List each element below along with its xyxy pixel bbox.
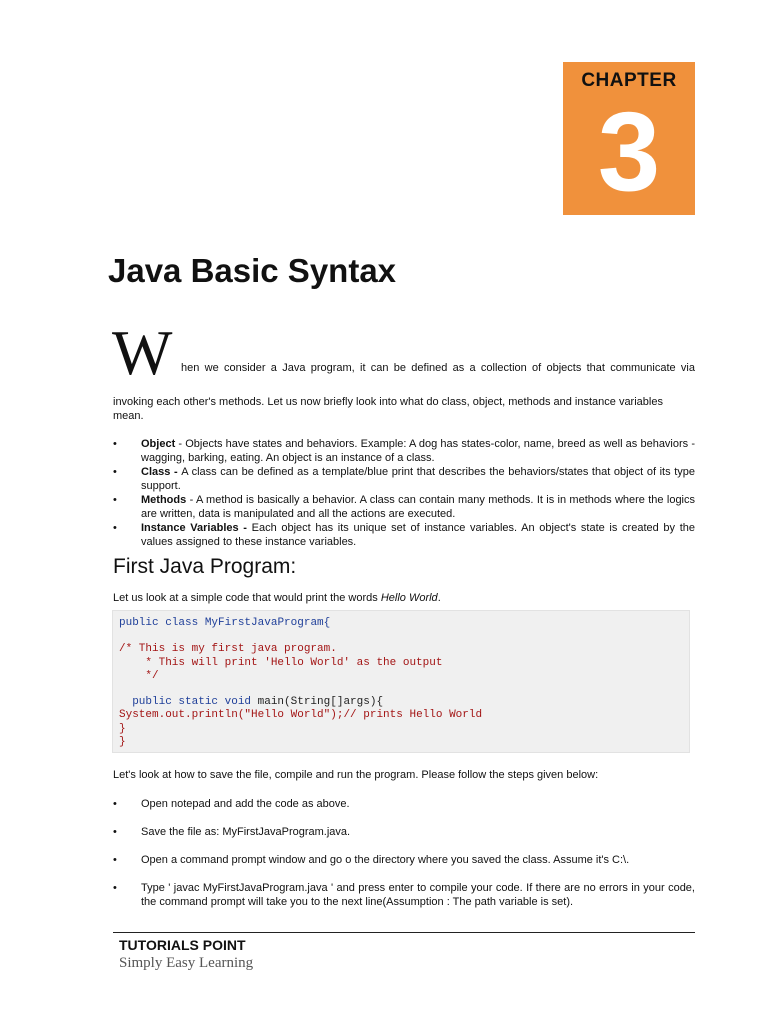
code-comment: /* This is my first java program. (119, 643, 337, 656)
code-keyword: public static void (119, 696, 258, 709)
code-class-name: MyFirstJavaProgram{ (204, 617, 331, 629)
bullet: • (113, 826, 117, 838)
bullet: • (113, 798, 117, 810)
definition-list (113, 437, 695, 549)
bullet: • (113, 882, 117, 894)
section-lead (113, 591, 695, 605)
code-keyword: public class (119, 617, 205, 629)
code-line-blank (119, 630, 689, 643)
term-label: Class - (141, 466, 182, 478)
section-heading: First Java Program: (113, 555, 297, 578)
list-item (113, 493, 695, 521)
code-brace: } (119, 735, 126, 748)
drop-cap: W (112, 317, 173, 388)
intro-first-line: hen we consider a Java program, it can be defined as a collection of objects that communicate via (181, 362, 695, 374)
step-text: Type ' javac MyFirstJavaProgram.java ' and press enter to compile your code. If there are no errors in your code, the command prompt will take you to the next line(Assumption : The path variable is set). (141, 882, 695, 908)
steps-intro: Let's look at how to save the file, compile and run the program. Please follow the steps given below: (113, 769, 599, 781)
term-separator: - (175, 438, 186, 450)
term-label: Object (141, 438, 176, 450)
step-text: Open a command prompt window and go o the directory where you saved the class. Assume it's C:\. (141, 854, 630, 866)
term-text: Objects have states and behaviors. Example: A dog has states-color, name, breed as well as behaviors -wagging, barking, eating. An object is an instance of a class. (141, 438, 695, 464)
term-label: Methods (141, 494, 187, 506)
code-call: System.out.println( (119, 709, 245, 722)
chapter-label: CHAPTER (581, 70, 677, 91)
code-string: "Hello World" (244, 709, 331, 722)
chapter-badge (563, 62, 695, 215)
code-line-blank (119, 683, 689, 696)
list-item (113, 437, 695, 465)
bullet: • (113, 466, 117, 478)
code-comment: );// prints Hello World (330, 709, 483, 722)
code-line (119, 709, 689, 722)
term-label: Instance Variables - (141, 522, 252, 534)
list-item (113, 881, 695, 909)
code-line (119, 617, 689, 630)
list-item (113, 853, 695, 867)
bullet: • (113, 494, 117, 506)
lead-end: . (437, 592, 441, 604)
lead-emphasis: Hello World (380, 592, 438, 604)
list-item (113, 797, 695, 811)
step-text: Open notepad and add the code as above. (141, 798, 350, 810)
bullet: • (113, 854, 117, 866)
code-method: main(String[]args){ (257, 696, 384, 709)
term-text: Each object has its unique set of instance variables. An object's state is created by the values assigned to these instance variables. (141, 522, 695, 548)
code-comment: * This will print 'Hello World' as the output (119, 656, 443, 669)
list-item (113, 825, 695, 839)
chapter-number: 3 (597, 89, 661, 214)
lead-text: Let us look at a simple code that would print the words (113, 592, 381, 604)
steps-list (113, 797, 695, 909)
bullet: • (113, 438, 117, 450)
footer-divider (113, 932, 695, 933)
bullet: • (113, 522, 117, 534)
list-item (113, 465, 695, 493)
list-item (113, 521, 695, 549)
footer-brand: TUTORIALS POINT (119, 937, 246, 953)
footer-tagline: Simply Easy Learning (119, 955, 254, 971)
intro-paragraph: invoking each other's methods. Let us now briefly look into what do class, object, methods and instance variables mean. (113, 396, 663, 422)
step-text: Save the file as: MyFirstJavaProgram.java. (141, 826, 351, 838)
term-text: A method is basically a behavior. A class can contain many methods. It is in methods where the logics are written, data is manipulated and all the actions are executed. (141, 494, 695, 520)
code-block (112, 610, 690, 753)
term-text: A class can be defined as a template/blue print that describes the behaviors/states that object of its type support. (141, 466, 695, 492)
page-title: Java Basic Syntax (108, 252, 397, 289)
code-brace: } (119, 722, 126, 735)
code-line (119, 696, 689, 709)
code-comment: */ (119, 669, 159, 682)
term-separator: - (186, 494, 196, 506)
